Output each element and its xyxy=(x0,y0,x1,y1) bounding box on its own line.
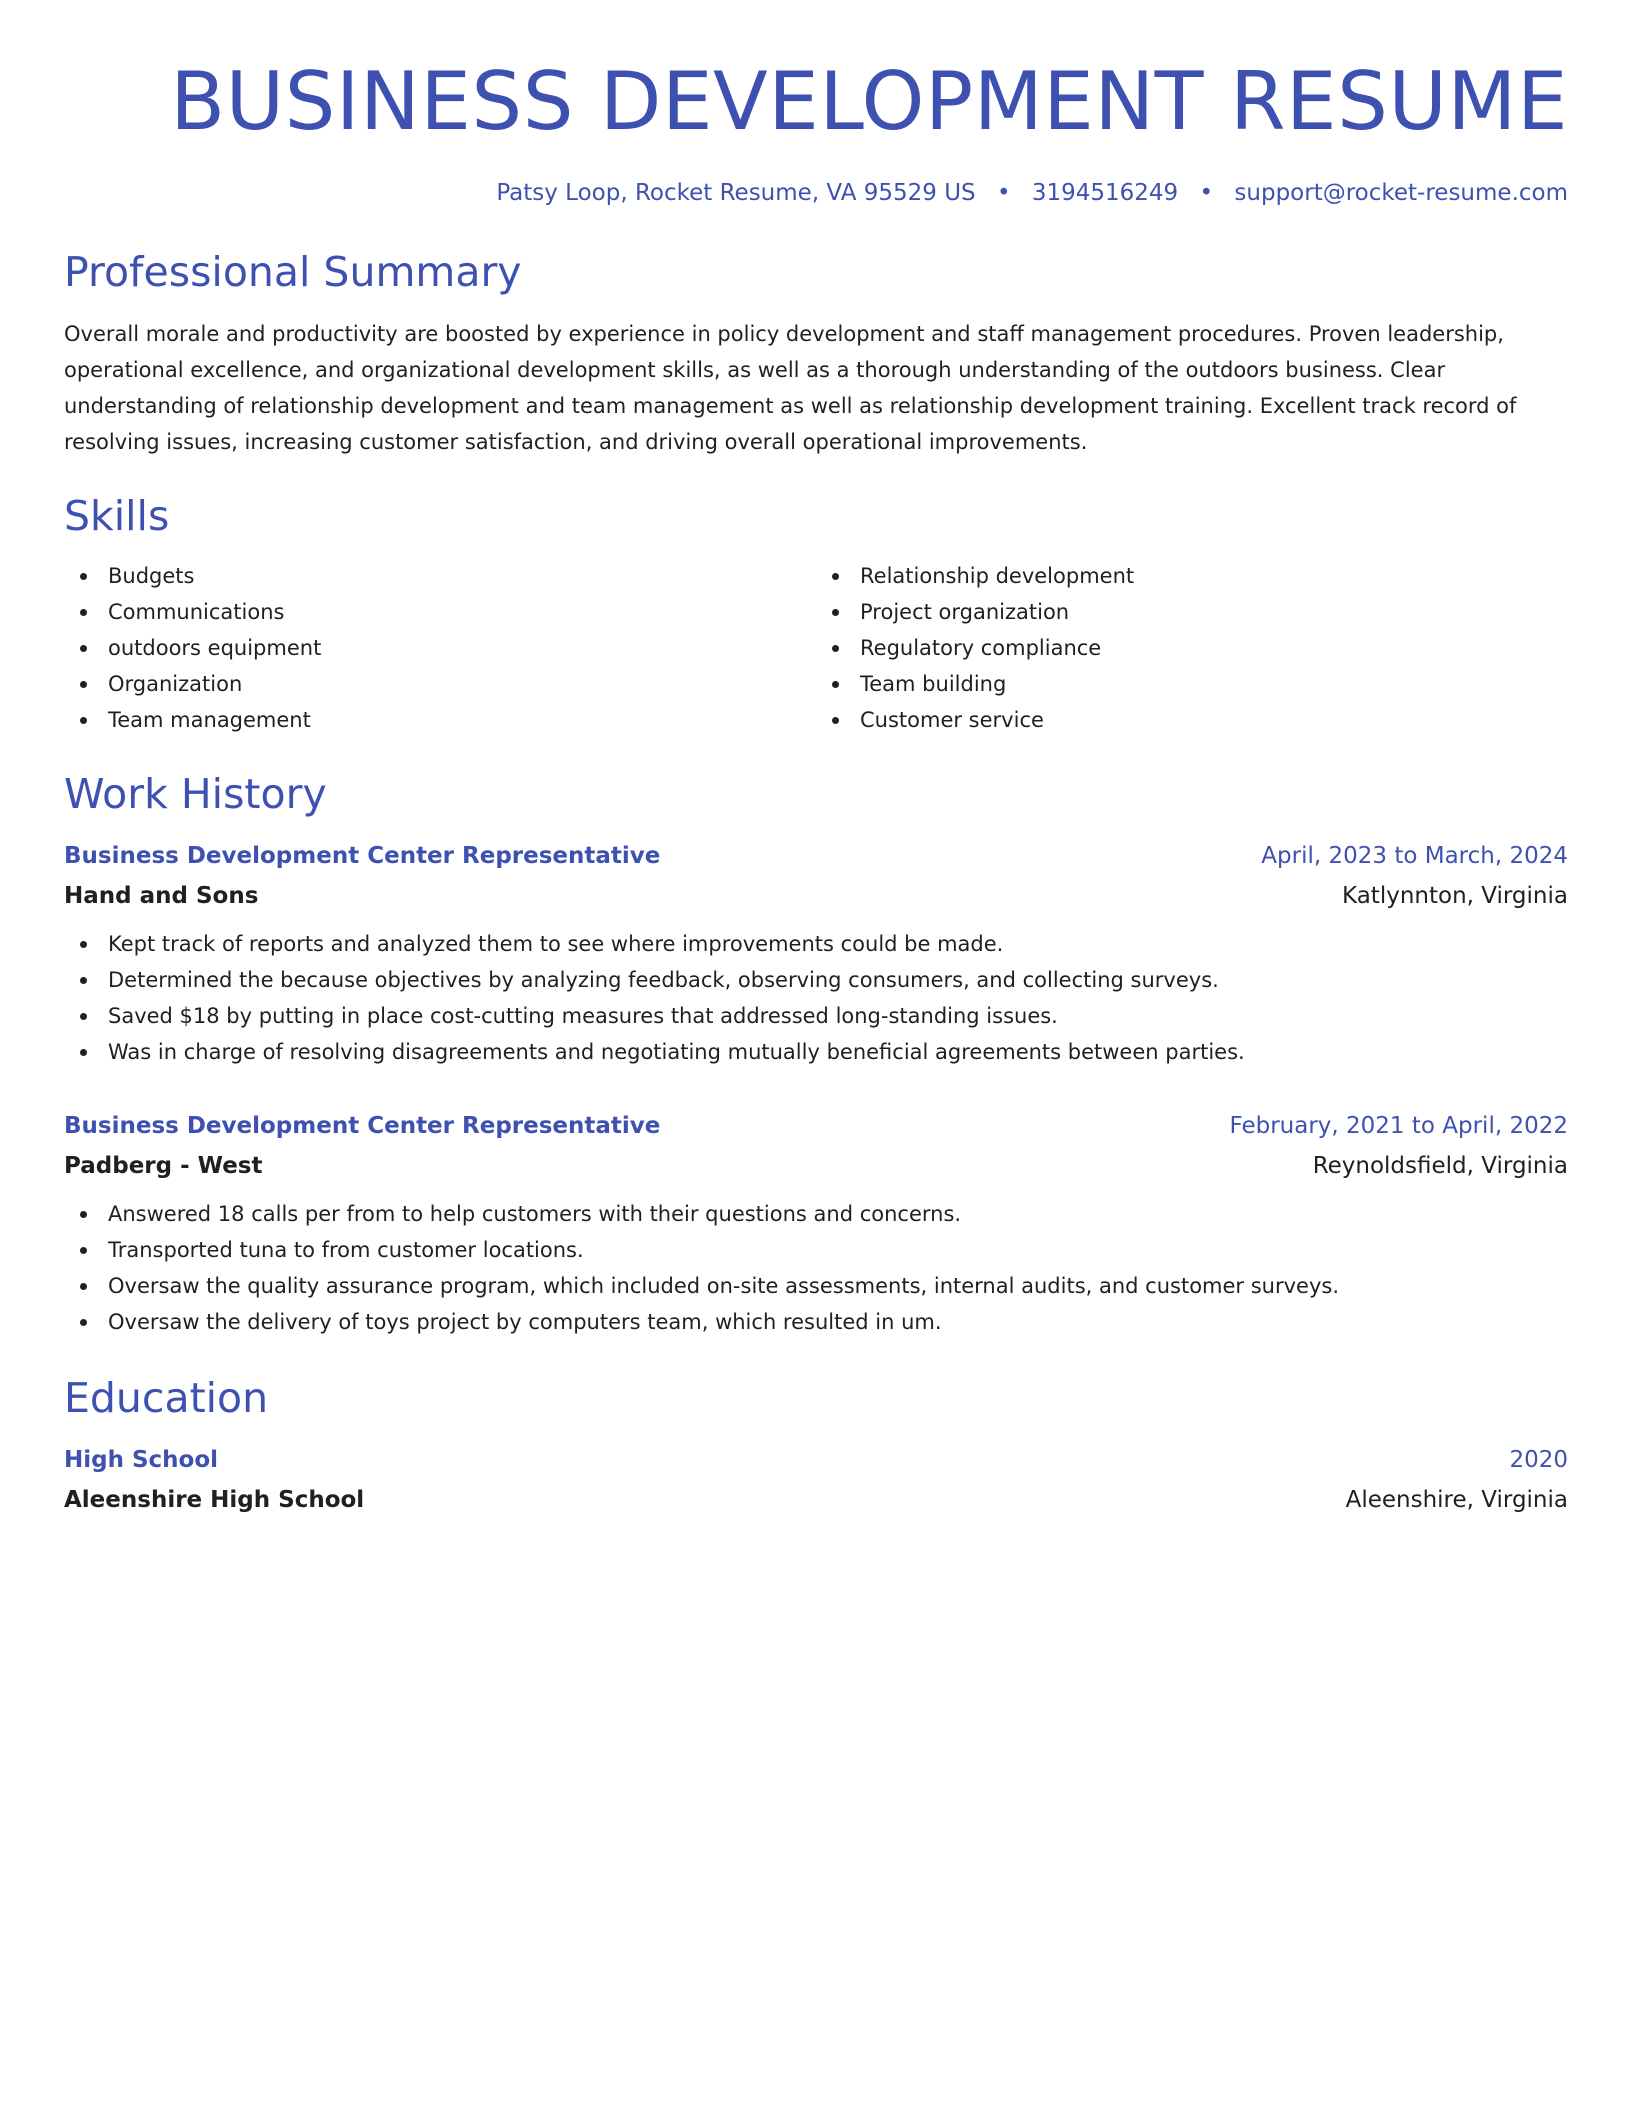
education-year: 2020 xyxy=(1509,1447,1568,1473)
skill-item: Project organization xyxy=(816,594,1568,630)
job-title: Business Development Center Representative xyxy=(64,843,661,869)
skill-item: Team management xyxy=(64,702,816,738)
skill-item: Organization xyxy=(64,666,816,702)
job-bullet: Answered 18 calls per from to help customers with their questions and concerns. xyxy=(64,1196,1568,1232)
job-entry xyxy=(64,1108,1568,1340)
contact-email: support@rocket-resume.com xyxy=(1234,180,1568,206)
job-bullets xyxy=(64,926,1568,1070)
education-location: Aleenshire, Virginia xyxy=(1345,1487,1568,1513)
skill-item: Communications xyxy=(64,594,816,630)
education-section xyxy=(64,1372,1568,1518)
summary-section xyxy=(64,246,1568,460)
job-dates: April, 2023 to March, 2024 xyxy=(1261,843,1568,869)
job-title-row xyxy=(64,838,1568,874)
job-bullet: Transported tuna to from customer locations. xyxy=(64,1232,1568,1268)
education-degree: High School xyxy=(64,1447,219,1473)
job-bullet: Saved $18 by putting in place cost-cutting measures that addressed long-standing issues. xyxy=(64,998,1568,1034)
skill-item: Relationship development xyxy=(816,558,1568,594)
skill-item: outdoors equipment xyxy=(64,630,816,666)
job-company: Padberg - West xyxy=(64,1153,263,1179)
contact-line xyxy=(64,178,1568,208)
resume-header xyxy=(64,52,1568,208)
skill-item: Team building xyxy=(816,666,1568,702)
job-dates: February, 2021 to April, 2022 xyxy=(1229,1113,1568,1139)
job-company-row xyxy=(64,878,1568,914)
skills-section xyxy=(64,490,1568,738)
resume-title: BUSINESS DEVELOPMENT RESUME xyxy=(170,55,1568,148)
job-bullet: Kept track of reports and analyzed them to see where improvements could be made. xyxy=(64,926,1568,962)
job-location: Reynoldsfield, Virginia xyxy=(1312,1153,1568,1179)
work-history-section xyxy=(64,768,1568,1340)
skills-grid xyxy=(64,558,1568,738)
summary-heading: Professional Summary xyxy=(64,248,522,296)
summary-text: Overall morale and productivity are boosted by experience in policy development and staff management procedures. Proven leadership, operational excellence, and organizational development skills, as well as a thorough understanding of the outdoors business. Clear understanding of relationship development and team management as well as relationship development training. Excellent track record of resolving issues, increasing customer satisfaction, and driving overall operational improvements. xyxy=(64,322,1517,454)
job-company: Hand and Sons xyxy=(64,883,259,909)
job-location: Katlynnton, Virginia xyxy=(1342,883,1568,909)
contact-separator: • xyxy=(996,180,1011,206)
contact-separator: • xyxy=(1199,180,1214,206)
job-title-row xyxy=(64,1108,1568,1144)
education-school-row xyxy=(64,1482,1568,1518)
job-bullet: Was in charge of resolving disagreements and negotiating mutually beneficial agreements between parties. xyxy=(64,1034,1568,1070)
job-company-row xyxy=(64,1148,1568,1184)
skill-item: Budgets xyxy=(64,558,816,594)
job-bullet: Oversaw the quality assurance program, which included on-site assessments, internal audits, and customer surveys. xyxy=(64,1268,1568,1304)
skills-heading: Skills xyxy=(64,492,170,540)
work-history-heading: Work History xyxy=(64,770,327,818)
job-bullet: Determined the because objectives by analyzing feedback, observing consumers, and collecting surveys. xyxy=(64,962,1568,998)
contact-address: Patsy Loop, Rocket Resume, VA 95529 US xyxy=(496,180,976,206)
job-entry xyxy=(64,838,1568,1070)
contact-phone: 3194516249 xyxy=(1031,180,1179,206)
job-title: Business Development Center Representative xyxy=(64,1113,661,1139)
education-heading: Education xyxy=(64,1374,269,1422)
education-school: Aleenshire High School xyxy=(64,1487,365,1513)
education-degree-row xyxy=(64,1442,1568,1478)
skills-column-right xyxy=(816,558,1568,738)
job-bullet: Oversaw the delivery of toys project by computers team, which resulted in um. xyxy=(64,1304,1568,1340)
skill-item: Regulatory compliance xyxy=(816,630,1568,666)
job-bullets xyxy=(64,1196,1568,1340)
skill-item: Customer service xyxy=(816,702,1568,738)
skills-column-left xyxy=(64,558,816,738)
education-entry xyxy=(64,1442,1568,1518)
